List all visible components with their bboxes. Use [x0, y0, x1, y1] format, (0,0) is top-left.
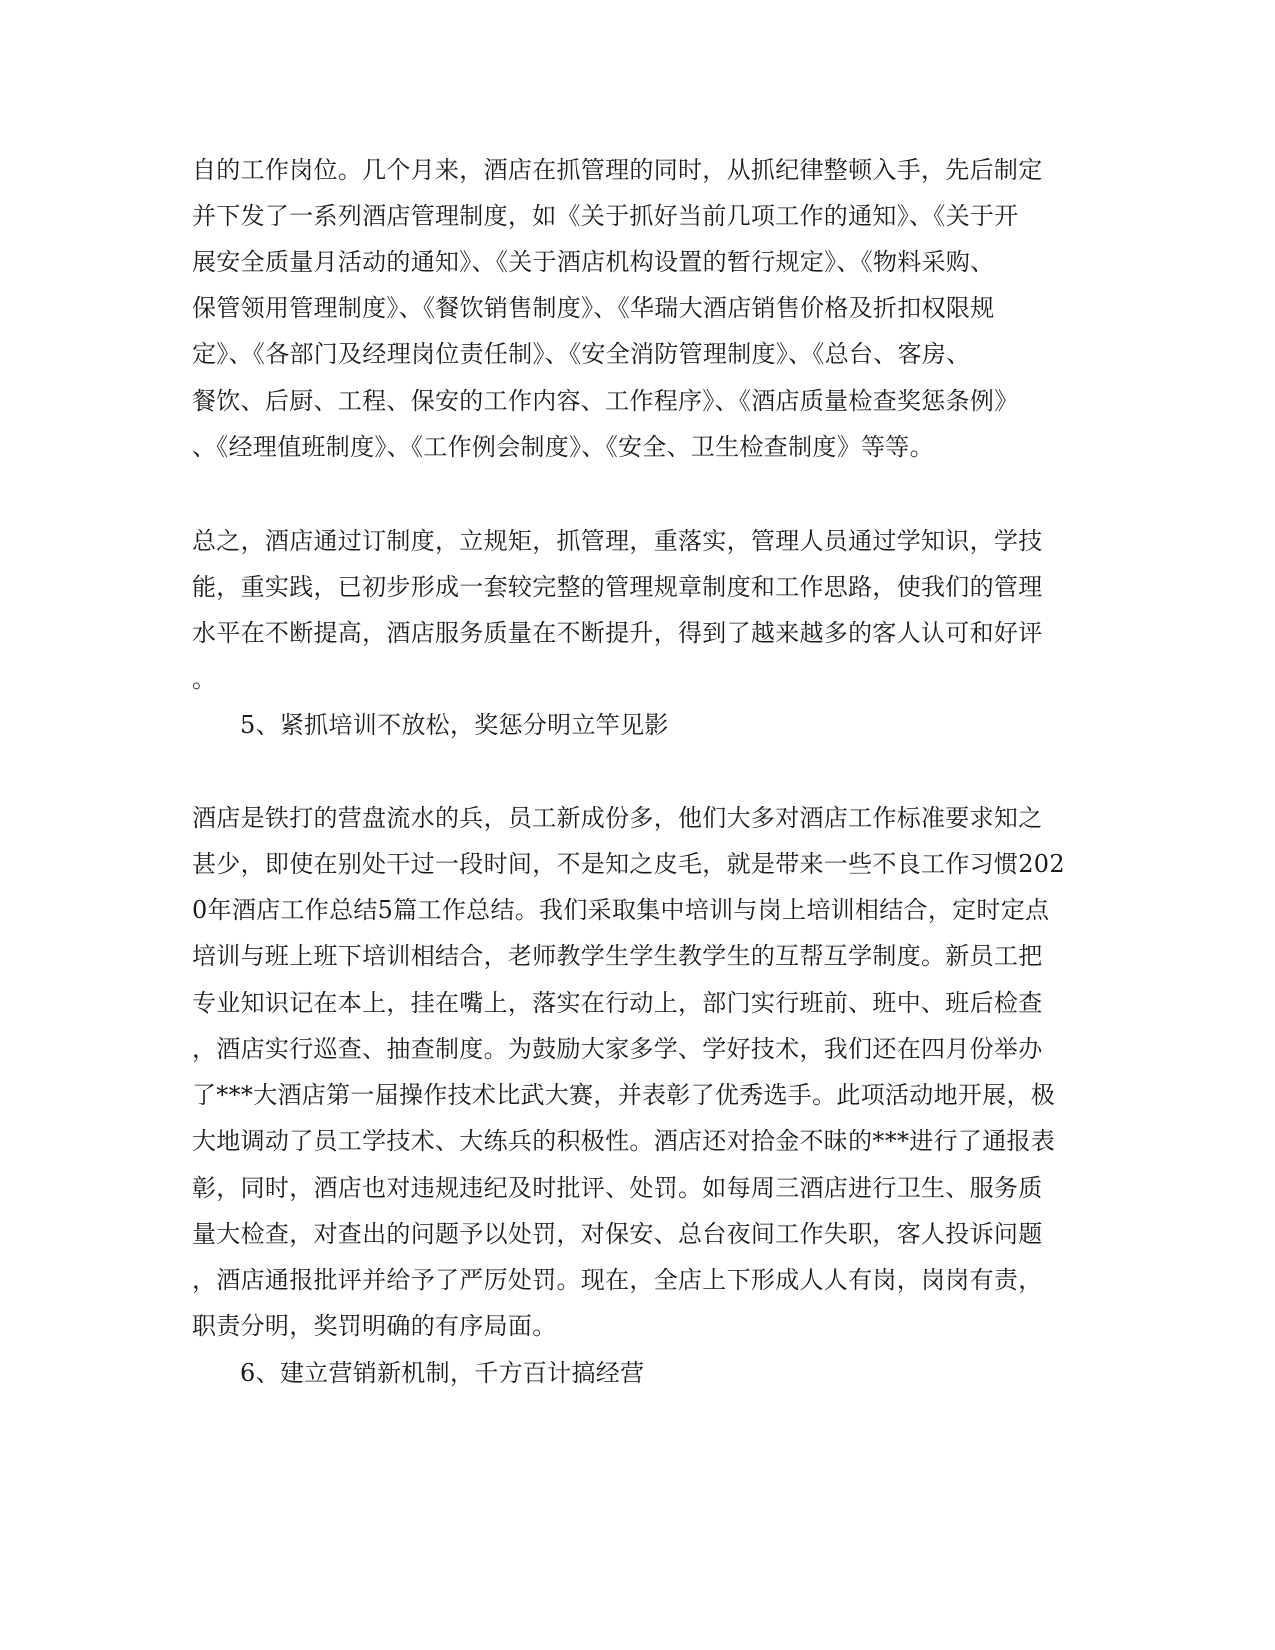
text-line: 能，重实践，已初步形成一套较完整的管理规章制度和工作思路，使我们的管理	[192, 573, 1043, 601]
text-line: 、《经理值班制度》、《工作例会制度》、《安全、卫生检查制度》等等。	[192, 433, 934, 461]
text-line: 了***大酒店第一届操作技术比武大赛，并表彰了优秀选手。此项活动地开展，极	[192, 1081, 1056, 1109]
text-line: 酒店是铁打的营盘流水的兵，员工新成份多，他们大多对酒店工作标准要求知之	[192, 804, 1043, 832]
text-line: 职责分明，奖罚明确的有序局面。	[192, 1312, 557, 1340]
text-line: 餐饮、后厨、工程、保安的工作内容、工作程序》、《酒店质量检查奖惩条例》	[192, 387, 1019, 415]
text-line: 专业知识记在本上，挂在嘴上，落实在行动上，部门实行班前、班中、班后检查	[192, 989, 1043, 1017]
text-line: 水平在不断提高，酒店服务质量在不断提升，得到了越来越多的客人认可和好评	[192, 619, 1043, 647]
text-line: 并下发了一系列酒店管理制度，如《关于抓好当前几项工作的通知》、《关于开	[192, 202, 1019, 230]
text-line: ，酒店实行巡查、抽查制度。为鼓励大家多学、学好技术，我们还在四月份举办	[192, 1035, 1043, 1063]
text-line: 0年酒店工作总结5篇工作总结。我们采取集中培训与岗上培训相结合，定时定点	[192, 896, 1050, 924]
text-line: 保管领用管理制度》、《餐饮销售制度》、《华瑞大酒店销售价格及折扣权限规	[192, 294, 995, 322]
text-line: 甚少，即使在别处干过一段时间，不是知之皮毛，就是带来一些不良工作习惯202	[192, 850, 1065, 878]
text-line: 展安全质量月活动的通知》、《关于酒店机构设置的暂行规定》、《物料采购、	[192, 248, 995, 276]
text-line: 彰，同时，酒店也对违规违纪及时批评、处罚。如每周三酒店进行卫生、服务质	[192, 1174, 1043, 1202]
text-line: 自的工作岗位。几个月来，酒店在抓管理的同时，从抓纪律整顿入手，先后制定	[192, 156, 1043, 184]
text-line: 培训与班上班下培训相结合，老师教学生学生教学生的互帮互学制度。新员工把	[192, 942, 1043, 970]
section-heading-5: 5、紧抓培训不放松，奖惩分明立竿见影	[240, 711, 669, 739]
text-line: 总之，酒店通过订制度，立规矩，抓管理，重落实，管理人员通过学知识，学技	[192, 527, 1043, 555]
text-line: 量大检查，对查出的问题予以处罚，对保安、总台夜间工作失职，客人投诉问题	[192, 1220, 1043, 1248]
text-line: ，酒店通报批评并给予了严厉处罚。现在，全店上下形成人人有岗，岗岗有责，	[192, 1266, 1043, 1294]
text-line: 。	[192, 665, 217, 693]
text-line: 大地调动了员工学技术、大练兵的积极性。酒店还对拾金不昧的***进行了通报表	[192, 1127, 1056, 1155]
text-line: 定》、《各部门及经理岗位责任制》、《安全消防管理制度》、《总台、客房、	[192, 340, 971, 368]
section-heading-6: 6、建立营销新机制，千方百计搞经营	[240, 1359, 645, 1387]
